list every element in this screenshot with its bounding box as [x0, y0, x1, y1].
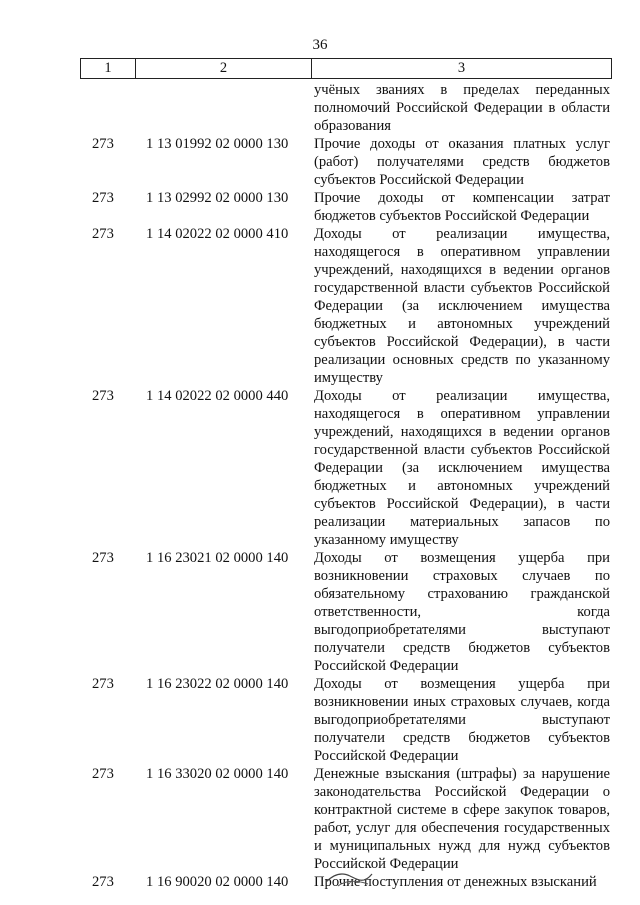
- row-description: Прочие доходы от компенсации затрат бюджетов субъектов Российской Федерации: [314, 190, 610, 224]
- table-row: [0, 765, 640, 873]
- table-body: [0, 81, 640, 891]
- signature-mark: [320, 862, 380, 892]
- column-header-1: 1: [81, 59, 136, 78]
- row-description: Доходы от реализации имущества, находящегося в оперативном управлении учреждений, находящихся в ведении органов государственной власти субъектов Российской Федерации (за исключением имущества бюджетных и автономных учреждений субъектов Российской Федерации), в части реализации материальных запасов по указанному имуществу: [314, 388, 610, 548]
- row-code-1: 273: [92, 226, 114, 242]
- table-row: [0, 225, 640, 387]
- table-row: [0, 387, 640, 549]
- row-description: учёных званиях в пределах переданных полномочий Российской Федерации в области образования: [314, 82, 610, 134]
- table-row: [0, 135, 640, 189]
- table-row: [0, 81, 640, 135]
- row-code-2: 1 14 02022 02 0000 440: [146, 388, 289, 404]
- row-description: Доходы от возмещения ущерба при возникновении страховых случаев по обязательному страхованию гражданской ответственности, когда выгодоприобретателями выступают получатели средств бюджетов субъектов Российской Федерации: [314, 550, 610, 674]
- row-description: Прочие поступления от денежных взысканий: [314, 874, 597, 890]
- row-code-1: 273: [92, 676, 114, 692]
- row-code-1: 273: [92, 550, 114, 566]
- row-code-2: 1 13 01992 02 0000 130: [146, 136, 289, 152]
- row-description: Доходы от реализации имущества, находящегося в оперативном управлении учреждений, находящихся в ведении органов государственной власти субъектов Российской Федерации (за исключением имущества бюджетных и автономных учреждений субъектов Российской Федерации), в части реализации основных средств по указанному имуществу: [314, 226, 610, 386]
- row-code-2: 1 16 33020 02 0000 140: [146, 766, 289, 782]
- row-code-2: 1 16 23021 02 0000 140: [146, 550, 289, 566]
- row-description: Денежные взыскания (штрафы) за нарушение законодательства Российской Федерации о контрактной системе в сфере закупок товаров, работ, услуг для обеспечения государственных и муниципальных нужд для нужд субъектов Российской Федерации: [314, 766, 610, 872]
- row-description: Доходы от возмещения ущерба при возникновении иных страховых случаев, когда выгодоприобретателями выступают получатели средств бюджетов субъектов Российской Федерации: [314, 676, 610, 764]
- row-code-1: 273: [92, 136, 114, 152]
- row-code-1: 273: [92, 874, 114, 890]
- row-code-2: 1 14 02022 02 0000 410: [146, 226, 289, 242]
- row-code-1: 273: [92, 388, 114, 404]
- table-row: [0, 675, 640, 765]
- row-code-2: 1 16 90020 02 0000 140: [146, 874, 289, 890]
- column-header-2: 2: [136, 59, 312, 78]
- row-description: Прочие доходы от оказания платных услуг (работ) получателями средств бюджетов субъектов Российской Федерации: [314, 136, 610, 188]
- row-code-2: 1 16 23022 02 0000 140: [146, 676, 289, 692]
- row-code-1: 273: [92, 190, 114, 206]
- table-row: [0, 549, 640, 675]
- column-header-3: 3: [457, 60, 466, 76]
- table-row: [0, 189, 640, 225]
- row-code-2: 1 13 02992 02 0000 130: [146, 190, 289, 206]
- table-header-row: [80, 58, 612, 79]
- row-code-1: 273: [92, 766, 114, 782]
- page-number: 36: [312, 37, 328, 53]
